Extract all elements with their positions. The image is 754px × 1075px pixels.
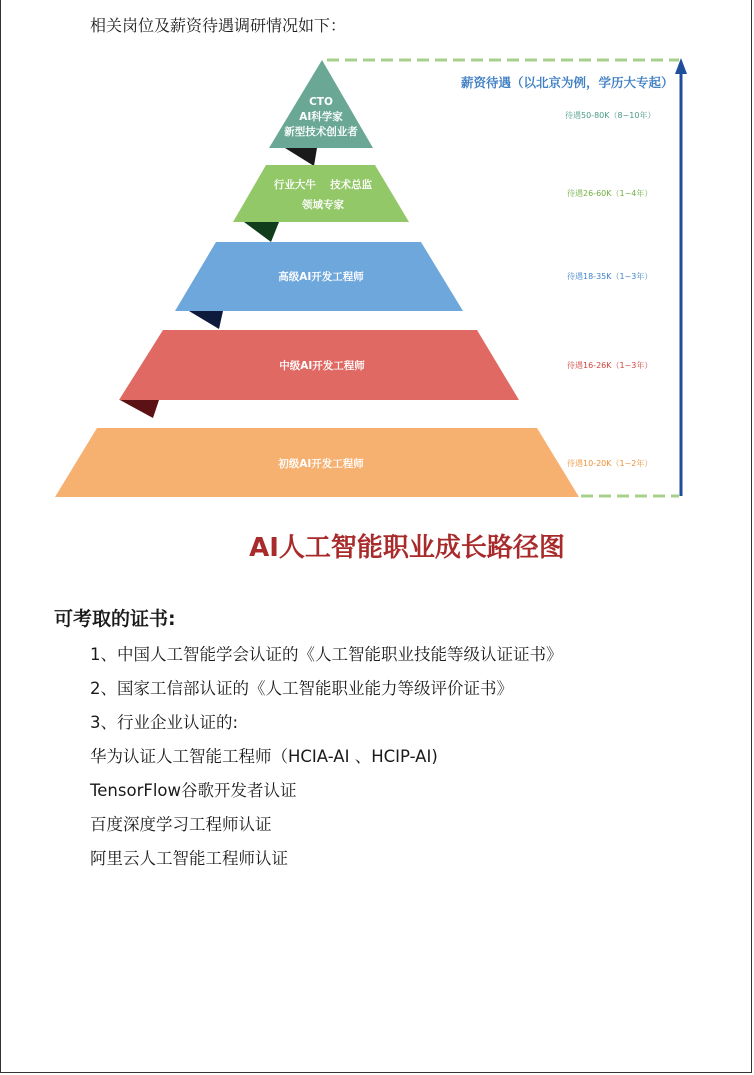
level-2-block (233, 165, 409, 222)
certificate-item: 3、行业企业认证的: (90, 713, 239, 732)
level-4-salary: 待遇16-26K（1~3年） (567, 361, 653, 370)
career-pyramid-diagram (1, 0, 754, 520)
level-5-line-1: 初级AI开发工程师 (278, 458, 364, 470)
level-4-line-1: 中级AI开发工程师 (279, 360, 365, 372)
level-4-fold (120, 400, 159, 418)
certificate-item: TensorFlow谷歌开发者认证 (90, 781, 297, 800)
certificate-item: 百度深度学习工程师认证 (90, 815, 272, 834)
salary-axis-title: 薪资待遇（以北京为例，学历大专起） (461, 75, 674, 90)
level-3-line-1: 高级AI开发工程师 (278, 271, 364, 283)
level-5-salary: 待遇10-20K（1~2年） (567, 459, 653, 468)
certificate-item: 阿里云人工智能工程师认证 (90, 849, 288, 868)
certificate-item: 1、中国人工智能学会认证的《人工智能职业技能等级认证证书》 (90, 645, 563, 664)
certificate-item: 2、国家工信部认证的《人工智能职业能力等级评价证书》 (90, 679, 513, 698)
level-2-salary: 待遇26-60K（1~4年） (567, 189, 653, 198)
level-2-line-2: 领域专家 (302, 199, 344, 211)
level-2-line-1: 行业大牛 技术总监 (273, 179, 373, 191)
level-1-line-3: 新型技术创业者 (284, 126, 358, 138)
level-3-fold (189, 311, 223, 329)
intro-text: 相关岗位及薪资待遇调研情况如下： (90, 16, 347, 35)
level-1-fold (285, 148, 317, 166)
diagram-title: AI人工智能职业成长路径图 (249, 533, 565, 563)
certificate-item: 华为认证人工智能工程师（HCIA-AI 、HCIP-AI) (90, 747, 438, 766)
level-1-salary: 待遇50-80K（8~10年） (565, 111, 656, 120)
level-1-line-1: CTO (309, 96, 333, 108)
certificates-heading: 可考取的证书: (54, 608, 176, 630)
level-3-salary: 待遇18-35K（1~3年） (567, 272, 653, 281)
level-1-line-2: AI科学家 (299, 111, 343, 123)
level-2-fold (244, 222, 279, 242)
